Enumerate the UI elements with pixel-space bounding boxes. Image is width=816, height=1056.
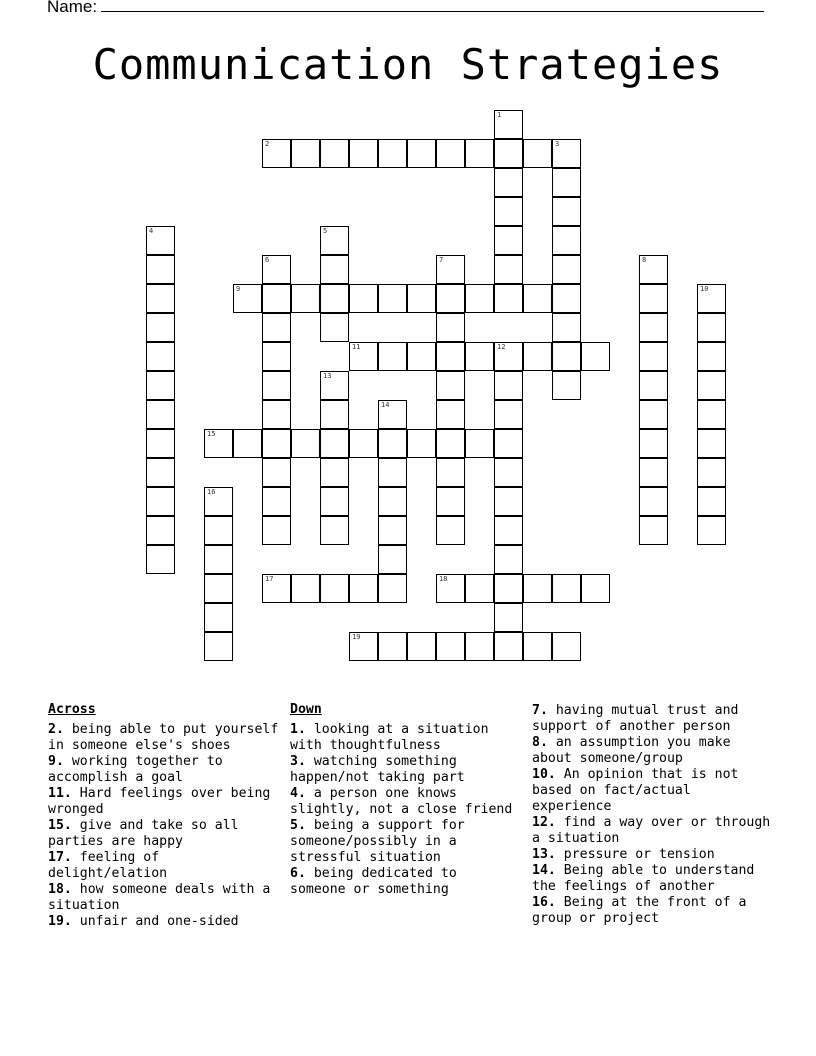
grid-cell[interactable] [233, 429, 262, 458]
clue-text: working together to accomplish a goal [48, 754, 223, 785]
clue-number: 9. [48, 754, 64, 769]
grid-cell[interactable] [523, 632, 552, 661]
grid-cell[interactable] [494, 255, 523, 284]
clue-text: having mutual trust and support of another person [532, 703, 739, 734]
grid-cell[interactable] [523, 139, 552, 168]
grid-cell[interactable] [639, 429, 668, 458]
clue-text: a person one knows slightly, not a close friend [290, 786, 513, 817]
clue-text: give and take so all parties are happy [48, 818, 239, 849]
grid-cell[interactable] [697, 400, 726, 429]
grid-cell[interactable] [436, 313, 465, 342]
grid-cell[interactable] [639, 342, 668, 371]
clue-number: 15. [48, 818, 72, 833]
clue-number-label: 13 [323, 372, 332, 380]
clue-text: Being able to understand the feelings of another [532, 863, 755, 894]
clue-down [532, 735, 777, 767]
grid-cell[interactable] [320, 284, 349, 313]
grid-cell[interactable] [639, 255, 668, 284]
clue-number-label: 19 [352, 633, 361, 641]
grid-cell[interactable] [494, 110, 523, 139]
grid-cell[interactable] [494, 197, 523, 226]
clue-number-label: 16 [207, 488, 216, 496]
clue-number-label: 8 [642, 256, 647, 264]
grid-cell[interactable] [320, 487, 349, 516]
clue-text: looking at a situation with thoughtfulness [290, 722, 489, 753]
grid-cell[interactable] [146, 226, 175, 255]
clue-text: An opinion that is not based on fact/actual experience [532, 767, 739, 814]
grid-cell[interactable] [494, 400, 523, 429]
grid-cell[interactable] [378, 458, 407, 487]
grid-cell[interactable] [146, 487, 175, 516]
clue-number: 13. [532, 847, 556, 862]
grid-cell[interactable] [320, 255, 349, 284]
grid-cell[interactable] [320, 429, 349, 458]
clue-number: 10. [532, 767, 556, 782]
clue-text: find a way over or through a situation [532, 815, 771, 846]
grid-cell[interactable] [407, 429, 436, 458]
grid-cell[interactable] [552, 284, 581, 313]
grid-cell[interactable] [146, 284, 175, 313]
grid-cell[interactable] [523, 574, 552, 603]
clue-number-label: 14 [381, 401, 390, 409]
clue-number: 1. [290, 722, 306, 737]
clue-down [290, 866, 520, 898]
grid-cell[interactable] [436, 516, 465, 545]
grid-cell[interactable] [349, 429, 378, 458]
clue-down [532, 895, 777, 927]
grid-cell[interactable] [697, 313, 726, 342]
clue-text: unfair and one-sided [79, 914, 239, 929]
clue-down [290, 722, 520, 754]
clue-number: 19. [48, 914, 72, 929]
grid-cell[interactable] [262, 400, 291, 429]
grid-cell[interactable] [552, 139, 581, 168]
grid-cell[interactable] [697, 342, 726, 371]
grid-cell[interactable] [552, 197, 581, 226]
across-heading: Across [48, 702, 96, 717]
grid-cell[interactable] [146, 458, 175, 487]
grid-cell[interactable] [262, 255, 291, 284]
grid-cell[interactable] [407, 632, 436, 661]
grid-cell[interactable] [494, 574, 523, 603]
grid-cell[interactable] [146, 342, 175, 371]
grid-cell[interactable] [262, 342, 291, 371]
grid-cell[interactable] [262, 574, 291, 603]
grid-cell[interactable] [697, 429, 726, 458]
clue-number-label: 4 [149, 227, 154, 235]
grid-cell[interactable] [494, 226, 523, 255]
grid-cell[interactable] [639, 284, 668, 313]
grid-cell[interactable] [320, 313, 349, 342]
grid-cell[interactable] [378, 400, 407, 429]
grid-cell[interactable] [552, 226, 581, 255]
grid-cell[interactable] [262, 313, 291, 342]
grid-cell[interactable] [146, 545, 175, 574]
grid-cell[interactable] [262, 371, 291, 400]
grid-cell[interactable] [436, 429, 465, 458]
grid-cell[interactable] [407, 139, 436, 168]
clue-number-label: 6 [265, 256, 270, 264]
grid-cell[interactable] [262, 284, 291, 313]
grid-cell[interactable] [581, 574, 610, 603]
clue-number: 12. [532, 815, 556, 830]
grid-cell[interactable] [697, 284, 726, 313]
clue-text: feeling of delight/elation [48, 850, 168, 881]
clue-text: Being at the front of a group or project [532, 895, 747, 926]
clue-down [290, 786, 520, 818]
grid-cell[interactable] [436, 371, 465, 400]
clue-number-label: 18 [439, 575, 448, 583]
grid-cell[interactable] [262, 429, 291, 458]
clue-number-label: 15 [207, 430, 216, 438]
grid-cell[interactable] [204, 487, 233, 516]
grid-cell[interactable] [262, 139, 291, 168]
clue-down [290, 818, 520, 866]
grid-cell[interactable] [494, 371, 523, 400]
grid-cell[interactable] [204, 516, 233, 545]
clue-down [290, 754, 520, 786]
clue-number-label: 9 [236, 285, 241, 293]
grid-cell[interactable] [465, 574, 494, 603]
grid-cell[interactable] [494, 545, 523, 574]
grid-cell[interactable] [146, 255, 175, 284]
grid-cell[interactable] [436, 342, 465, 371]
clue-number-label: 12 [497, 343, 506, 351]
grid-cell[interactable] [378, 342, 407, 371]
clue-number-label: 10 [700, 285, 709, 293]
clue-number-label: 2 [265, 140, 270, 148]
grid-cell[interactable] [291, 284, 320, 313]
clue-number: 4. [290, 786, 306, 801]
grid-cell[interactable] [233, 284, 262, 313]
down-clues-continued [532, 703, 777, 927]
grid-cell[interactable] [349, 139, 378, 168]
grid-cell[interactable] [552, 371, 581, 400]
grid-cell[interactable] [436, 400, 465, 429]
grid-cell[interactable] [146, 313, 175, 342]
clue-down [532, 767, 777, 815]
clue-down [532, 863, 777, 895]
grid-cell[interactable] [262, 487, 291, 516]
grid-cell[interactable] [494, 168, 523, 197]
grid-cell[interactable] [291, 429, 320, 458]
grid-cell[interactable] [378, 516, 407, 545]
clue-number: 14. [532, 863, 556, 878]
grid-cell[interactable] [494, 603, 523, 632]
grid-cell[interactable] [465, 632, 494, 661]
down-heading: Down [290, 702, 322, 717]
clue-text: being dedicated to someone or something [290, 866, 457, 897]
grid-cell[interactable] [146, 516, 175, 545]
clue-number: 6. [290, 866, 306, 881]
grid-cell[interactable] [204, 429, 233, 458]
down-clues [290, 702, 520, 898]
clue-across [48, 882, 283, 914]
grid-cell[interactable] [436, 574, 465, 603]
grid-cell[interactable] [465, 284, 494, 313]
grid-cell[interactable] [697, 487, 726, 516]
clue-text: being a support for someone/possibly in a stressful situation [290, 818, 465, 865]
clue-text: watching something happen/not taking part [290, 754, 465, 785]
grid-cell[interactable] [378, 139, 407, 168]
clue-number-label: 3 [555, 140, 560, 148]
grid-cell[interactable] [552, 342, 581, 371]
grid-cell[interactable] [494, 284, 523, 313]
grid-cell[interactable] [378, 429, 407, 458]
grid-cell[interactable] [494, 429, 523, 458]
grid-cell[interactable] [378, 545, 407, 574]
clue-across [48, 786, 283, 818]
clue-down [532, 815, 777, 847]
grid-cell[interactable] [697, 458, 726, 487]
puzzle-title: Communication Strategies [92, 40, 724, 89]
clue-down [532, 847, 777, 863]
grid-cell[interactable] [320, 400, 349, 429]
grid-cell[interactable] [204, 603, 233, 632]
grid-cell[interactable] [639, 516, 668, 545]
clue-number-label: 5 [323, 227, 328, 235]
grid-cell[interactable] [407, 284, 436, 313]
grid-cell[interactable] [146, 429, 175, 458]
grid-cell[interactable] [494, 516, 523, 545]
grid-cell[interactable] [349, 284, 378, 313]
grid-cell[interactable] [494, 458, 523, 487]
grid-cell[interactable] [436, 139, 465, 168]
clue-number: 5. [290, 818, 306, 833]
clue-across [48, 722, 283, 754]
grid-cell[interactable] [349, 342, 378, 371]
grid-cell[interactable] [465, 429, 494, 458]
grid-cell[interactable] [320, 139, 349, 168]
clue-number: 18. [48, 882, 72, 897]
grid-cell[interactable] [581, 342, 610, 371]
grid-cell[interactable] [552, 168, 581, 197]
grid-cell[interactable] [465, 342, 494, 371]
grid-cell[interactable] [639, 371, 668, 400]
grid-cell[interactable] [436, 284, 465, 313]
grid-cell[interactable] [204, 632, 233, 661]
clue-number-label: 17 [265, 575, 274, 583]
grid-cell[interactable] [697, 516, 726, 545]
grid-cell[interactable] [465, 139, 494, 168]
clue-text: Hard feelings over being wronged [48, 786, 271, 817]
clue-across [48, 754, 283, 786]
grid-cell[interactable] [639, 400, 668, 429]
clue-number: 7. [532, 703, 548, 718]
clue-number: 3. [290, 754, 306, 769]
clue-number: 11. [48, 786, 72, 801]
grid-cell[interactable] [552, 632, 581, 661]
clue-number: 8. [532, 735, 548, 750]
grid-cell[interactable] [523, 342, 552, 371]
grid-cell[interactable] [378, 632, 407, 661]
grid-cell[interactable] [552, 255, 581, 284]
clue-across [48, 914, 283, 930]
grid-cell[interactable] [262, 458, 291, 487]
grid-cell[interactable] [639, 487, 668, 516]
clue-across [48, 818, 283, 850]
grid-cell[interactable] [697, 371, 726, 400]
clue-number-label: 1 [497, 111, 502, 119]
grid-cell[interactable] [378, 574, 407, 603]
grid-cell[interactable] [552, 574, 581, 603]
clue-number: 16. [532, 895, 556, 910]
name-label: Name: [47, 0, 98, 16]
clue-down [532, 703, 777, 735]
grid-cell[interactable] [494, 139, 523, 168]
grid-cell[interactable] [494, 487, 523, 516]
grid-cell[interactable] [552, 313, 581, 342]
grid-cell[interactable] [436, 487, 465, 516]
grid-cell[interactable] [146, 400, 175, 429]
grid-cell[interactable] [262, 516, 291, 545]
grid-cell[interactable] [639, 458, 668, 487]
grid-cell[interactable] [320, 458, 349, 487]
grid-cell[interactable] [349, 632, 378, 661]
clue-number: 17. [48, 850, 72, 865]
grid-cell[interactable] [436, 632, 465, 661]
grid-cell[interactable] [320, 574, 349, 603]
clue-number-label: 11 [352, 343, 361, 351]
clue-text: an assumption you make about someone/group [532, 735, 731, 766]
grid-cell[interactable] [320, 516, 349, 545]
grid-cell[interactable] [291, 574, 320, 603]
clue-across [48, 850, 283, 882]
grid-cell[interactable] [639, 313, 668, 342]
grid-cell[interactable] [320, 371, 349, 400]
grid-cell[interactable] [436, 255, 465, 284]
clue-text: how someone deals with a situation [48, 882, 271, 913]
clue-number: 2. [48, 722, 64, 737]
grid-cell[interactable] [494, 342, 523, 371]
grid-cell[interactable] [146, 371, 175, 400]
grid-cell[interactable] [436, 458, 465, 487]
clue-text: pressure or tension [563, 847, 715, 862]
clue-text: being able to put yourself in someone else's shoes [48, 722, 279, 753]
grid-cell[interactable] [291, 139, 320, 168]
clue-number-label: 7 [439, 256, 444, 264]
grid-cell[interactable] [523, 284, 552, 313]
grid-cell[interactable] [407, 342, 436, 371]
grid-cell[interactable] [204, 545, 233, 574]
grid-cell[interactable] [320, 226, 349, 255]
grid-cell[interactable] [378, 487, 407, 516]
grid-cell[interactable] [349, 574, 378, 603]
grid-cell[interactable] [494, 632, 523, 661]
across-clues [48, 702, 283, 930]
grid-cell[interactable] [378, 284, 407, 313]
grid-cell[interactable] [204, 574, 233, 603]
